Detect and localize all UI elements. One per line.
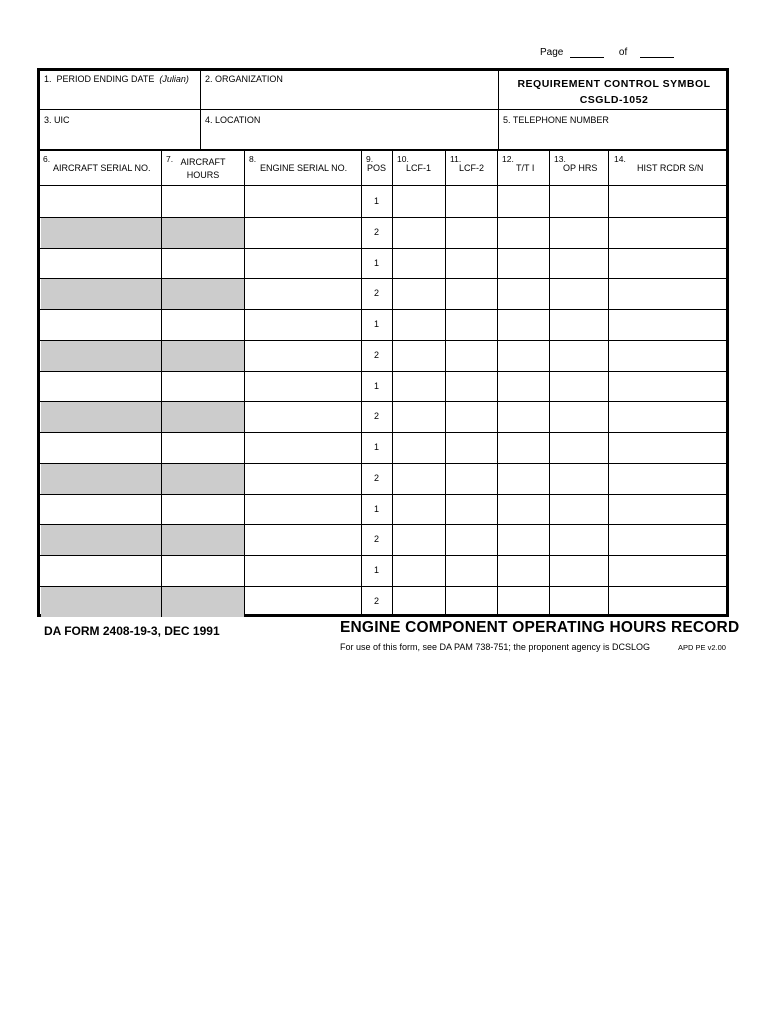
uic-field[interactable] xyxy=(41,127,199,148)
table-cell-input[interactable] xyxy=(498,556,549,586)
table-cell-input[interactable] xyxy=(446,402,497,432)
col11-header: LCF-2 xyxy=(459,163,485,173)
uic-label: 3. UIC xyxy=(44,115,70,125)
period-ending-date-label: 1. PERIOD ENDING DATE (Julian) xyxy=(44,74,189,84)
table-cell-input[interactable] xyxy=(550,279,608,309)
table-cell-input[interactable] xyxy=(446,372,497,401)
table-cell-input[interactable] xyxy=(550,587,608,617)
location-field[interactable] xyxy=(201,127,497,148)
col14-number: 14. xyxy=(614,154,626,164)
table-cell-input[interactable] xyxy=(550,464,608,494)
shaded-cell xyxy=(41,525,161,555)
table-cell-input[interactable] xyxy=(393,556,445,586)
shaded-cell xyxy=(41,402,161,432)
table-cell-input[interactable] xyxy=(446,495,497,524)
position-number: 1 xyxy=(373,196,379,206)
of-label: of xyxy=(618,47,628,58)
table-cell-input[interactable] xyxy=(550,310,608,340)
table-cell-input[interactable] xyxy=(550,187,608,217)
page-number-line xyxy=(540,47,674,58)
table-cell-input[interactable] xyxy=(498,433,549,463)
table-cell-input[interactable] xyxy=(609,402,726,432)
col8-header: ENGINE SERIAL NO. xyxy=(260,163,348,173)
table-cell-input[interactable] xyxy=(550,372,608,401)
col9-number: 9. xyxy=(366,154,374,164)
table-cell-input[interactable] xyxy=(446,433,497,463)
header-row-divider xyxy=(40,185,726,186)
col6-header: AIRCRAFT SERIAL NO. xyxy=(53,163,151,173)
shaded-cell xyxy=(162,218,244,248)
position-number: 1 xyxy=(373,504,379,514)
table-cell-input[interactable] xyxy=(41,495,161,524)
table-cell-input[interactable] xyxy=(609,249,726,278)
shaded-cell xyxy=(41,218,161,248)
table-cell-input[interactable] xyxy=(245,587,361,617)
col10-number: 10. xyxy=(397,154,409,164)
table-cell-input[interactable] xyxy=(393,372,445,401)
table-cell-input[interactable] xyxy=(550,218,608,248)
form-version: APD PE v2.00 xyxy=(678,643,726,652)
table-cell-input[interactable] xyxy=(609,218,726,248)
table-cell-input[interactable] xyxy=(550,402,608,432)
table-cell-input[interactable] xyxy=(162,372,244,401)
table-cell-input[interactable] xyxy=(446,556,497,586)
position-number: 1 xyxy=(373,381,379,391)
table-cell-input[interactable] xyxy=(550,495,608,524)
position-number: 2 xyxy=(373,350,379,360)
col8-number: 8. xyxy=(249,154,257,164)
table-cell-input[interactable] xyxy=(162,556,244,586)
table-cell-input[interactable] xyxy=(245,495,361,524)
rcs-title: REQUIREMENT CONTROL SYMBOL xyxy=(517,78,711,90)
table-cell-input[interactable] xyxy=(550,525,608,555)
shaded-cell xyxy=(41,587,161,617)
table-cell-input[interactable] xyxy=(393,587,445,617)
form-identifier: DA FORM 2408-19-3, DEC 1991 xyxy=(44,624,220,638)
table-cell-input[interactable] xyxy=(393,249,445,278)
table-cell-input[interactable] xyxy=(41,372,161,401)
table-cell-input[interactable] xyxy=(609,310,726,340)
table-cell-input[interactable] xyxy=(609,279,726,309)
table-cell-input[interactable] xyxy=(162,433,244,463)
shaded-cell xyxy=(162,402,244,432)
table-cell-input[interactable] xyxy=(446,187,497,217)
table-cell-input[interactable] xyxy=(498,279,549,309)
table-cell-input[interactable] xyxy=(609,495,726,524)
shaded-cell xyxy=(162,464,244,494)
table-cell-input[interactable] xyxy=(245,433,361,463)
col13-number: 13. xyxy=(554,154,566,164)
table-cell-input[interactable] xyxy=(245,372,361,401)
table-cell-input[interactable] xyxy=(393,310,445,340)
table-cell-input[interactable] xyxy=(498,464,549,494)
telephone-number-label: 5. TELEPHONE NUMBER xyxy=(503,115,609,125)
header-divider xyxy=(40,109,726,110)
table-cell-input[interactable] xyxy=(393,525,445,555)
organization-label: 2. ORGANIZATION xyxy=(205,74,283,84)
col9-header: POS xyxy=(367,163,387,173)
table-cell-input[interactable] xyxy=(162,187,244,217)
position-number: 2 xyxy=(373,473,379,483)
table-cell-input[interactable] xyxy=(609,341,726,371)
shaded-cell xyxy=(162,341,244,371)
table-cell-input[interactable] xyxy=(446,310,497,340)
table-cell-input[interactable] xyxy=(609,433,726,463)
table-cell-input[interactable] xyxy=(498,341,549,371)
position-number: 1 xyxy=(373,565,379,575)
table-cell-input[interactable] xyxy=(393,279,445,309)
shaded-cell xyxy=(162,587,244,617)
table-cell-input[interactable] xyxy=(550,556,608,586)
col7-number: 7. xyxy=(166,154,174,164)
table-cell-input[interactable] xyxy=(446,525,497,555)
table-cell-input[interactable] xyxy=(245,249,361,278)
position-number: 2 xyxy=(373,534,379,544)
table-cell-input[interactable] xyxy=(245,556,361,586)
form-usage-note: For use of this form, see DA PAM 738-751; the proponent agency is DCSLOG xyxy=(340,642,650,652)
table-cell-input[interactable] xyxy=(498,587,549,617)
table-cell-input[interactable] xyxy=(162,310,244,340)
table-cell-input[interactable] xyxy=(245,187,361,217)
table-cell-input[interactable] xyxy=(245,218,361,248)
table-cell-input[interactable] xyxy=(446,279,497,309)
shaded-cell xyxy=(162,279,244,309)
position-number: 1 xyxy=(373,319,379,329)
col14-header: HIST RCDR S/N xyxy=(637,163,704,173)
period-ending-date-field[interactable] xyxy=(41,86,199,108)
telephone-number-field[interactable] xyxy=(499,127,725,148)
page-label: Page xyxy=(540,47,564,58)
table-cell-input[interactable] xyxy=(41,556,161,586)
table-cell-input[interactable] xyxy=(446,249,497,278)
table-top-divider xyxy=(40,149,726,151)
table-cell-input[interactable] xyxy=(609,525,726,555)
table-cell-input[interactable] xyxy=(393,402,445,432)
form-title: ENGINE COMPONENT OPERATING HOURS RECORD xyxy=(340,619,740,636)
shaded-cell xyxy=(41,464,161,494)
table-cell-input[interactable] xyxy=(498,310,549,340)
shaded-cell xyxy=(41,341,161,371)
table-cell-input[interactable] xyxy=(393,464,445,494)
table-cell-input[interactable] xyxy=(446,464,497,494)
table-cell-input[interactable] xyxy=(245,525,361,555)
table-cell-input[interactable] xyxy=(393,433,445,463)
table-cell-input[interactable] xyxy=(609,372,726,401)
col10-header: LCF-1 xyxy=(406,163,432,173)
shaded-cell xyxy=(41,279,161,309)
position-number: 1 xyxy=(373,258,379,268)
position-number: 1 xyxy=(373,442,379,452)
table-cell-input[interactable] xyxy=(498,249,549,278)
table-cell-input[interactable] xyxy=(393,341,445,371)
table-cell-input[interactable] xyxy=(245,464,361,494)
table-cell-input[interactable] xyxy=(393,495,445,524)
table-cell-input[interactable] xyxy=(41,249,161,278)
page-total-field[interactable] xyxy=(640,47,674,58)
table-cell-input[interactable] xyxy=(245,341,361,371)
col11-number: 11. xyxy=(450,154,462,164)
table-cell-input[interactable] xyxy=(245,402,361,432)
table-cell-input[interactable] xyxy=(498,495,549,524)
position-number: 2 xyxy=(373,411,379,421)
col7-header: AIRCRAFT HOURS xyxy=(180,157,226,180)
table-cell-input[interactable] xyxy=(41,310,161,340)
table-cell-input[interactable] xyxy=(393,218,445,248)
table-cell-input[interactable] xyxy=(609,587,726,617)
table-cell-input[interactable] xyxy=(609,464,726,494)
table-cell-input[interactable] xyxy=(609,556,726,586)
col12-header: T/T I xyxy=(516,163,535,173)
col13-header: OP HRS xyxy=(563,163,598,173)
table-cell-input[interactable] xyxy=(550,341,608,371)
position-number: 2 xyxy=(373,596,379,606)
col6-number: 6. xyxy=(43,154,51,164)
col12-number: 12. xyxy=(502,154,514,164)
table-cell-input[interactable] xyxy=(498,372,549,401)
table-cell-input[interactable] xyxy=(162,249,244,278)
table-cell-input[interactable] xyxy=(162,495,244,524)
table-cell-input[interactable] xyxy=(41,187,161,217)
table-cell-input[interactable] xyxy=(609,187,726,217)
table-cell-input[interactable] xyxy=(245,310,361,340)
requirement-control-symbol xyxy=(500,76,728,108)
table-cell-input[interactable] xyxy=(498,402,549,432)
table-cell-input[interactable] xyxy=(550,249,608,278)
table-cell-input[interactable] xyxy=(41,433,161,463)
location-label: 4. LOCATION xyxy=(205,115,261,125)
table-cell-input[interactable] xyxy=(245,279,361,309)
rcs-code: CSGLD-1052 xyxy=(579,94,649,106)
table-cell-input[interactable] xyxy=(446,218,497,248)
table-cell-input[interactable] xyxy=(446,587,497,617)
position-number: 2 xyxy=(373,227,379,237)
table-cell-input[interactable] xyxy=(446,341,497,371)
organization-field[interactable] xyxy=(201,86,497,108)
page-number-field[interactable] xyxy=(570,47,604,58)
position-number: 2 xyxy=(373,288,379,298)
table-cell-input[interactable] xyxy=(550,433,608,463)
table-cell-input[interactable] xyxy=(498,525,549,555)
table-cell-input[interactable] xyxy=(393,187,445,217)
table-cell-input[interactable] xyxy=(498,218,549,248)
shaded-cell xyxy=(162,525,244,555)
table-cell-input[interactable] xyxy=(498,187,549,217)
